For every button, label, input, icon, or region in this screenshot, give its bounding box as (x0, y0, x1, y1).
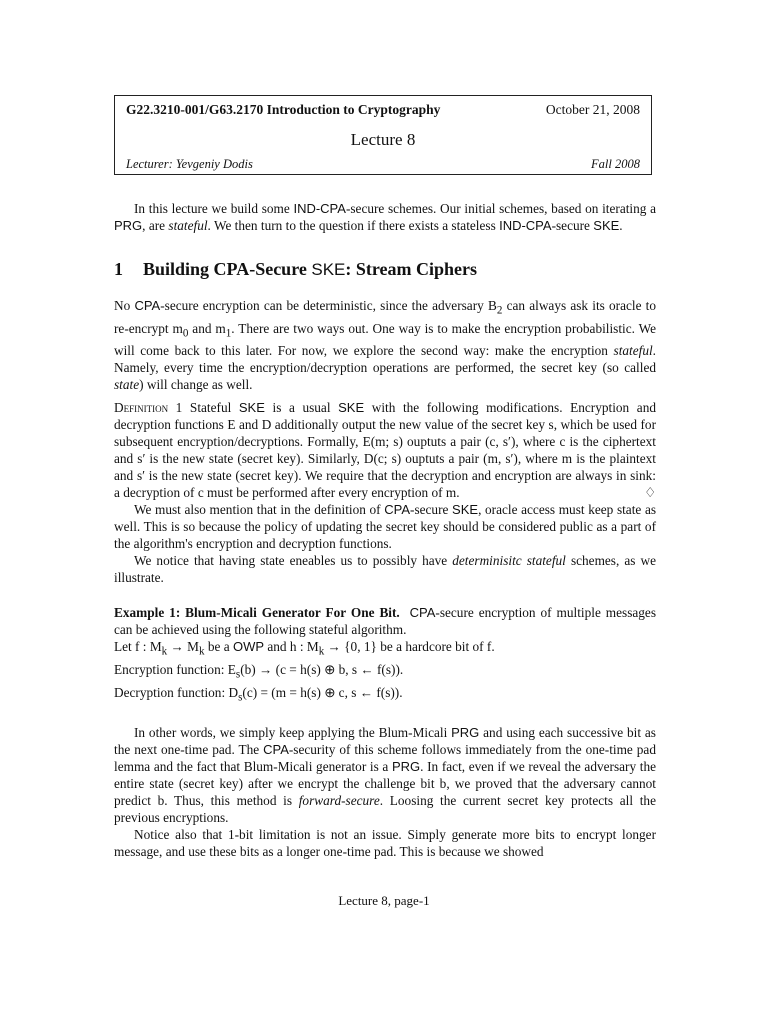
main-content (114, 200, 656, 860)
definition-label: Definition 1 (114, 400, 183, 416)
section-paragraph-1: No CPA-secure encryption can be deterministic, since the adversary $B_2$ can always ask its oracle to re-encrypt $m_0$ and $m_1$. There are two ways out. One way is to make the encryption probabilistic. We will come back to this later. For now, we explore the second way: make the encryption stateful. Namely, every time the encryption/decryption operations are performed, the secret key (so called state) will change as well. (114, 298, 657, 393)
lecture-header-box (114, 95, 652, 175)
definition-1: Definition 1 Stateful SKE is a usual SKE with the following modifications. Encryption and decryption functions E and D additionally output the new value of the secret key s, which be used for subsequent encryption/decryptions. Formally, E(m; s) ouptuts a pair (c, s′), where c is the ciphertext and s′ is the new state (secret key). Similarly, D(c; s) ouptuts a pair (m, s′), where m is the plaintext and s′ is the new state (secret key). We require that the decryption and encryption are always in sink: a decryption of c must be performed after every encryption of m. ♢ (114, 400, 656, 501)
page-footer: Lecture 8, page-1 (338, 893, 430, 908)
lecture-term: Fall 2008 (591, 157, 640, 171)
lecture-date: October 21, 2008 (545, 102, 640, 117)
intro-paragraph: In this lecture we build some IND-CPA-secure schemes. Our initial schemes, based on iterating a PRG, are stateful. We then turn to the question if there exists a stateless IND-CPA-secure SKE. (114, 201, 656, 233)
lecture-title: Lecture 8 (350, 130, 416, 149)
section-paragraph-2: We must also mention that in the definition of CPA-secure SKE, oracle access must keep state as well. This is so because the policy of updating the secret key should be considered public as a part of the algorithm's encryption and decryption functions. (114, 502, 657, 552)
example-heading: Example 1: Blum-Micali Generator For One Bit. (114, 605, 400, 621)
example-1: Example 1: Blum-Micali Generator For One Bit. CPA-secure encryption of multiple messages can be achieved using the following stateful algorithm. Let f : $M_k \to M_k$ be a OWP and h : $M_k \to \{0$, 1} be a hardcore bit of f. Encryption function: $E_s(b) \to (c = h(s)$ ⊕ b, s ← f(s)). Decryption function: $D_s(c) = (m = h(s)$ ⊕ c, s ← f(s)). (114, 605, 656, 704)
course-title: G22.3210-001/G63.2170 Introduction to Cryptography (126, 102, 441, 117)
end-of-definition-icon: ♢ (644, 485, 656, 501)
lecturer-name: Lecturer: Yevgeniy Dodis (126, 157, 253, 171)
section-paragraph-5: Notice also that 1-bit limitation is not an issue. Simply generate more bits to encrypt longer message, and use these bits as a longer one-time pad. This is because we showed (114, 827, 656, 860)
section-paragraph-3: We notice that having state eneables us to possibly have determinisitc stateful schemes, as we illustrate. (114, 553, 656, 586)
section-paragraph-4: In other words, we simply keep applying the Blum-Micali PRG and using each successive bit as the next one-time pad. The CPA-security of this scheme follows immediately from the one-time pad lemma and the fact that Blum-Micali generator is a PRG. In fact, even if we reveal the adversary the entire state (secret key) after we encrypt the challenge bit b, we proved that the adversary cannot predict b. Thus, this method is forward-secure. Loosing the current secret key protects all the previous encryptions. (114, 725, 656, 826)
section-heading: 1 Building CPA-Secure SKE: Stream Ciphers (114, 259, 478, 279)
